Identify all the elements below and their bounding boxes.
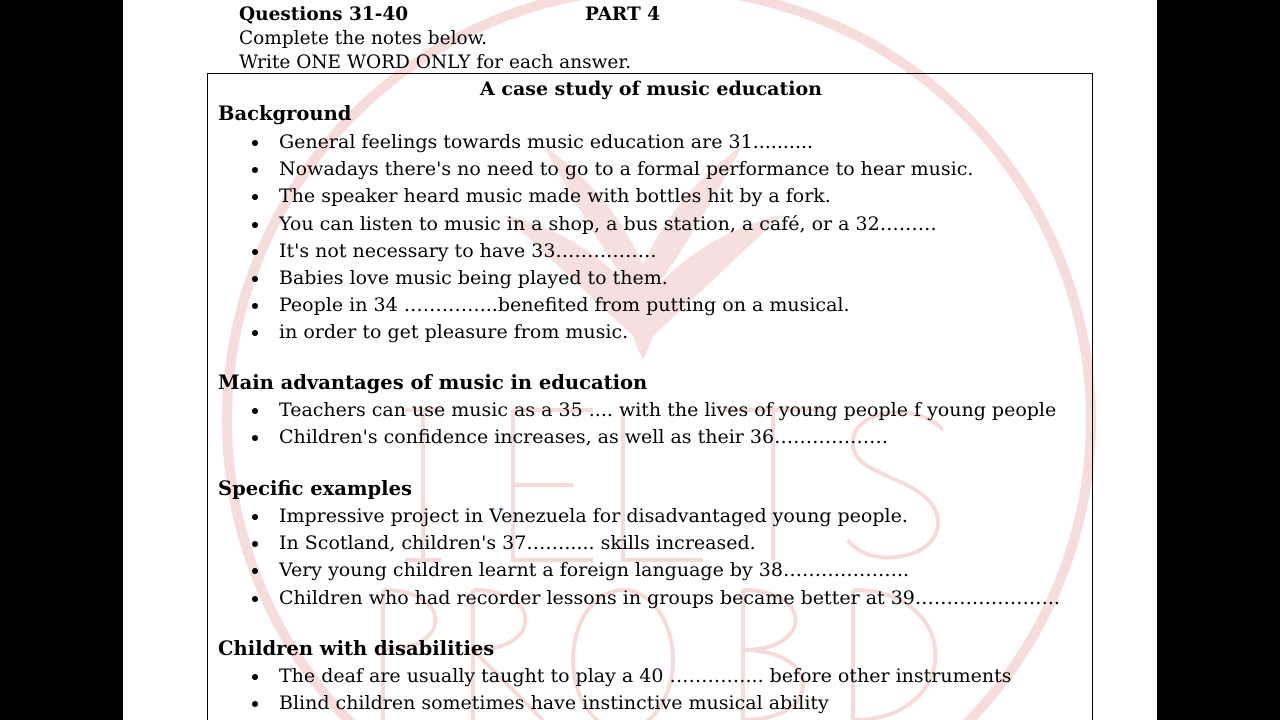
item-text: Nowadays there's no need to go to a formal performance to hear music. — [279, 158, 974, 181]
instruction-complete-notes: Complete the notes below. — [239, 28, 488, 49]
list-item — [208, 397, 1056, 424]
list-item — [208, 211, 973, 238]
examples-list — [208, 503, 1060, 612]
list-item — [208, 265, 973, 292]
section-heading-background: Background — [218, 102, 352, 125]
item-text: Children who had recorder lessons in groups became better at 39………………….. — [279, 586, 1060, 609]
bullet-icon — [252, 701, 258, 707]
list-item — [208, 585, 1060, 612]
bullet-icon — [252, 596, 258, 602]
item-text: It's not necessary to have 33……………. — [279, 239, 657, 262]
bullet-icon — [252, 303, 258, 309]
list-item — [208, 156, 973, 183]
section-heading-main-advantages: Main advantages of music in education — [218, 371, 648, 394]
questions-range: Questions 31-40 — [239, 4, 409, 25]
bullet-icon — [252, 435, 258, 441]
item-text: Babies love music being played to them. — [279, 267, 668, 290]
bullet-icon — [252, 674, 258, 680]
bullet-icon — [252, 541, 258, 547]
section-heading-disabilities: Children with disabilities — [218, 637, 495, 660]
bullet-icon — [252, 276, 258, 282]
item-text: Very young children learnt a foreign language by 38……………….. — [279, 559, 910, 582]
item-text: The deaf are usually taught to play a 40 …………... before other instruments — [279, 665, 1012, 687]
item-text: In Scotland, children's 37……..... skills increased. — [279, 532, 756, 555]
item-text: in order to get pleasure from music. — [279, 321, 629, 344]
bullet-icon — [252, 568, 258, 574]
list-item — [208, 292, 973, 319]
list-item — [208, 663, 1011, 690]
item-text: Teachers can use music as a 35 .... with the lives of young people f young people — [279, 399, 1057, 421]
notes-box — [207, 73, 1093, 720]
part-label: PART 4 — [585, 4, 661, 25]
bullet-icon — [252, 167, 258, 173]
instruction-word-limit: Write ONE WORD ONLY for each answer. — [239, 52, 632, 73]
bullet-icon — [252, 514, 258, 520]
item-text: People in 34 …………...benefited from putting on a musical. — [279, 294, 850, 317]
question-header — [239, 3, 661, 75]
notes-title: A case study of music education — [480, 78, 822, 100]
disabilities-list — [208, 663, 1011, 717]
document-page — [123, 0, 1157, 720]
section-heading-specific-examples: Specific examples — [218, 477, 412, 500]
item-text: You can listen to music in a shop, a bus station, a café, or a 32……… — [279, 212, 937, 235]
list-item — [208, 319, 973, 346]
background-list — [208, 129, 973, 347]
bullet-icon — [252, 194, 258, 200]
list-item — [208, 183, 973, 210]
bullet-icon — [252, 222, 258, 228]
list-item — [208, 238, 973, 265]
list-item — [208, 690, 1011, 717]
list-item — [208, 129, 973, 156]
bullet-icon — [252, 249, 258, 255]
list-item — [208, 557, 1060, 584]
item-text: The speaker heard music made with bottles hit by a fork. — [279, 185, 831, 208]
bullet-icon — [252, 330, 258, 336]
item-text: Blind children sometimes have instinctive musical ability — [279, 692, 829, 715]
list-item — [208, 503, 1060, 530]
item-text: Impressive project in Venezuela for disadvantaged young people. — [279, 505, 908, 527]
item-text: Children's confidence increases, as well as their 36……………… — [279, 426, 889, 449]
item-text: General feelings towards music education are 31.......... — [279, 131, 814, 153]
advantages-list — [208, 397, 1056, 451]
list-item — [208, 530, 1060, 557]
bullet-icon — [252, 408, 258, 414]
bullet-icon — [252, 140, 258, 146]
list-item — [208, 424, 1056, 451]
